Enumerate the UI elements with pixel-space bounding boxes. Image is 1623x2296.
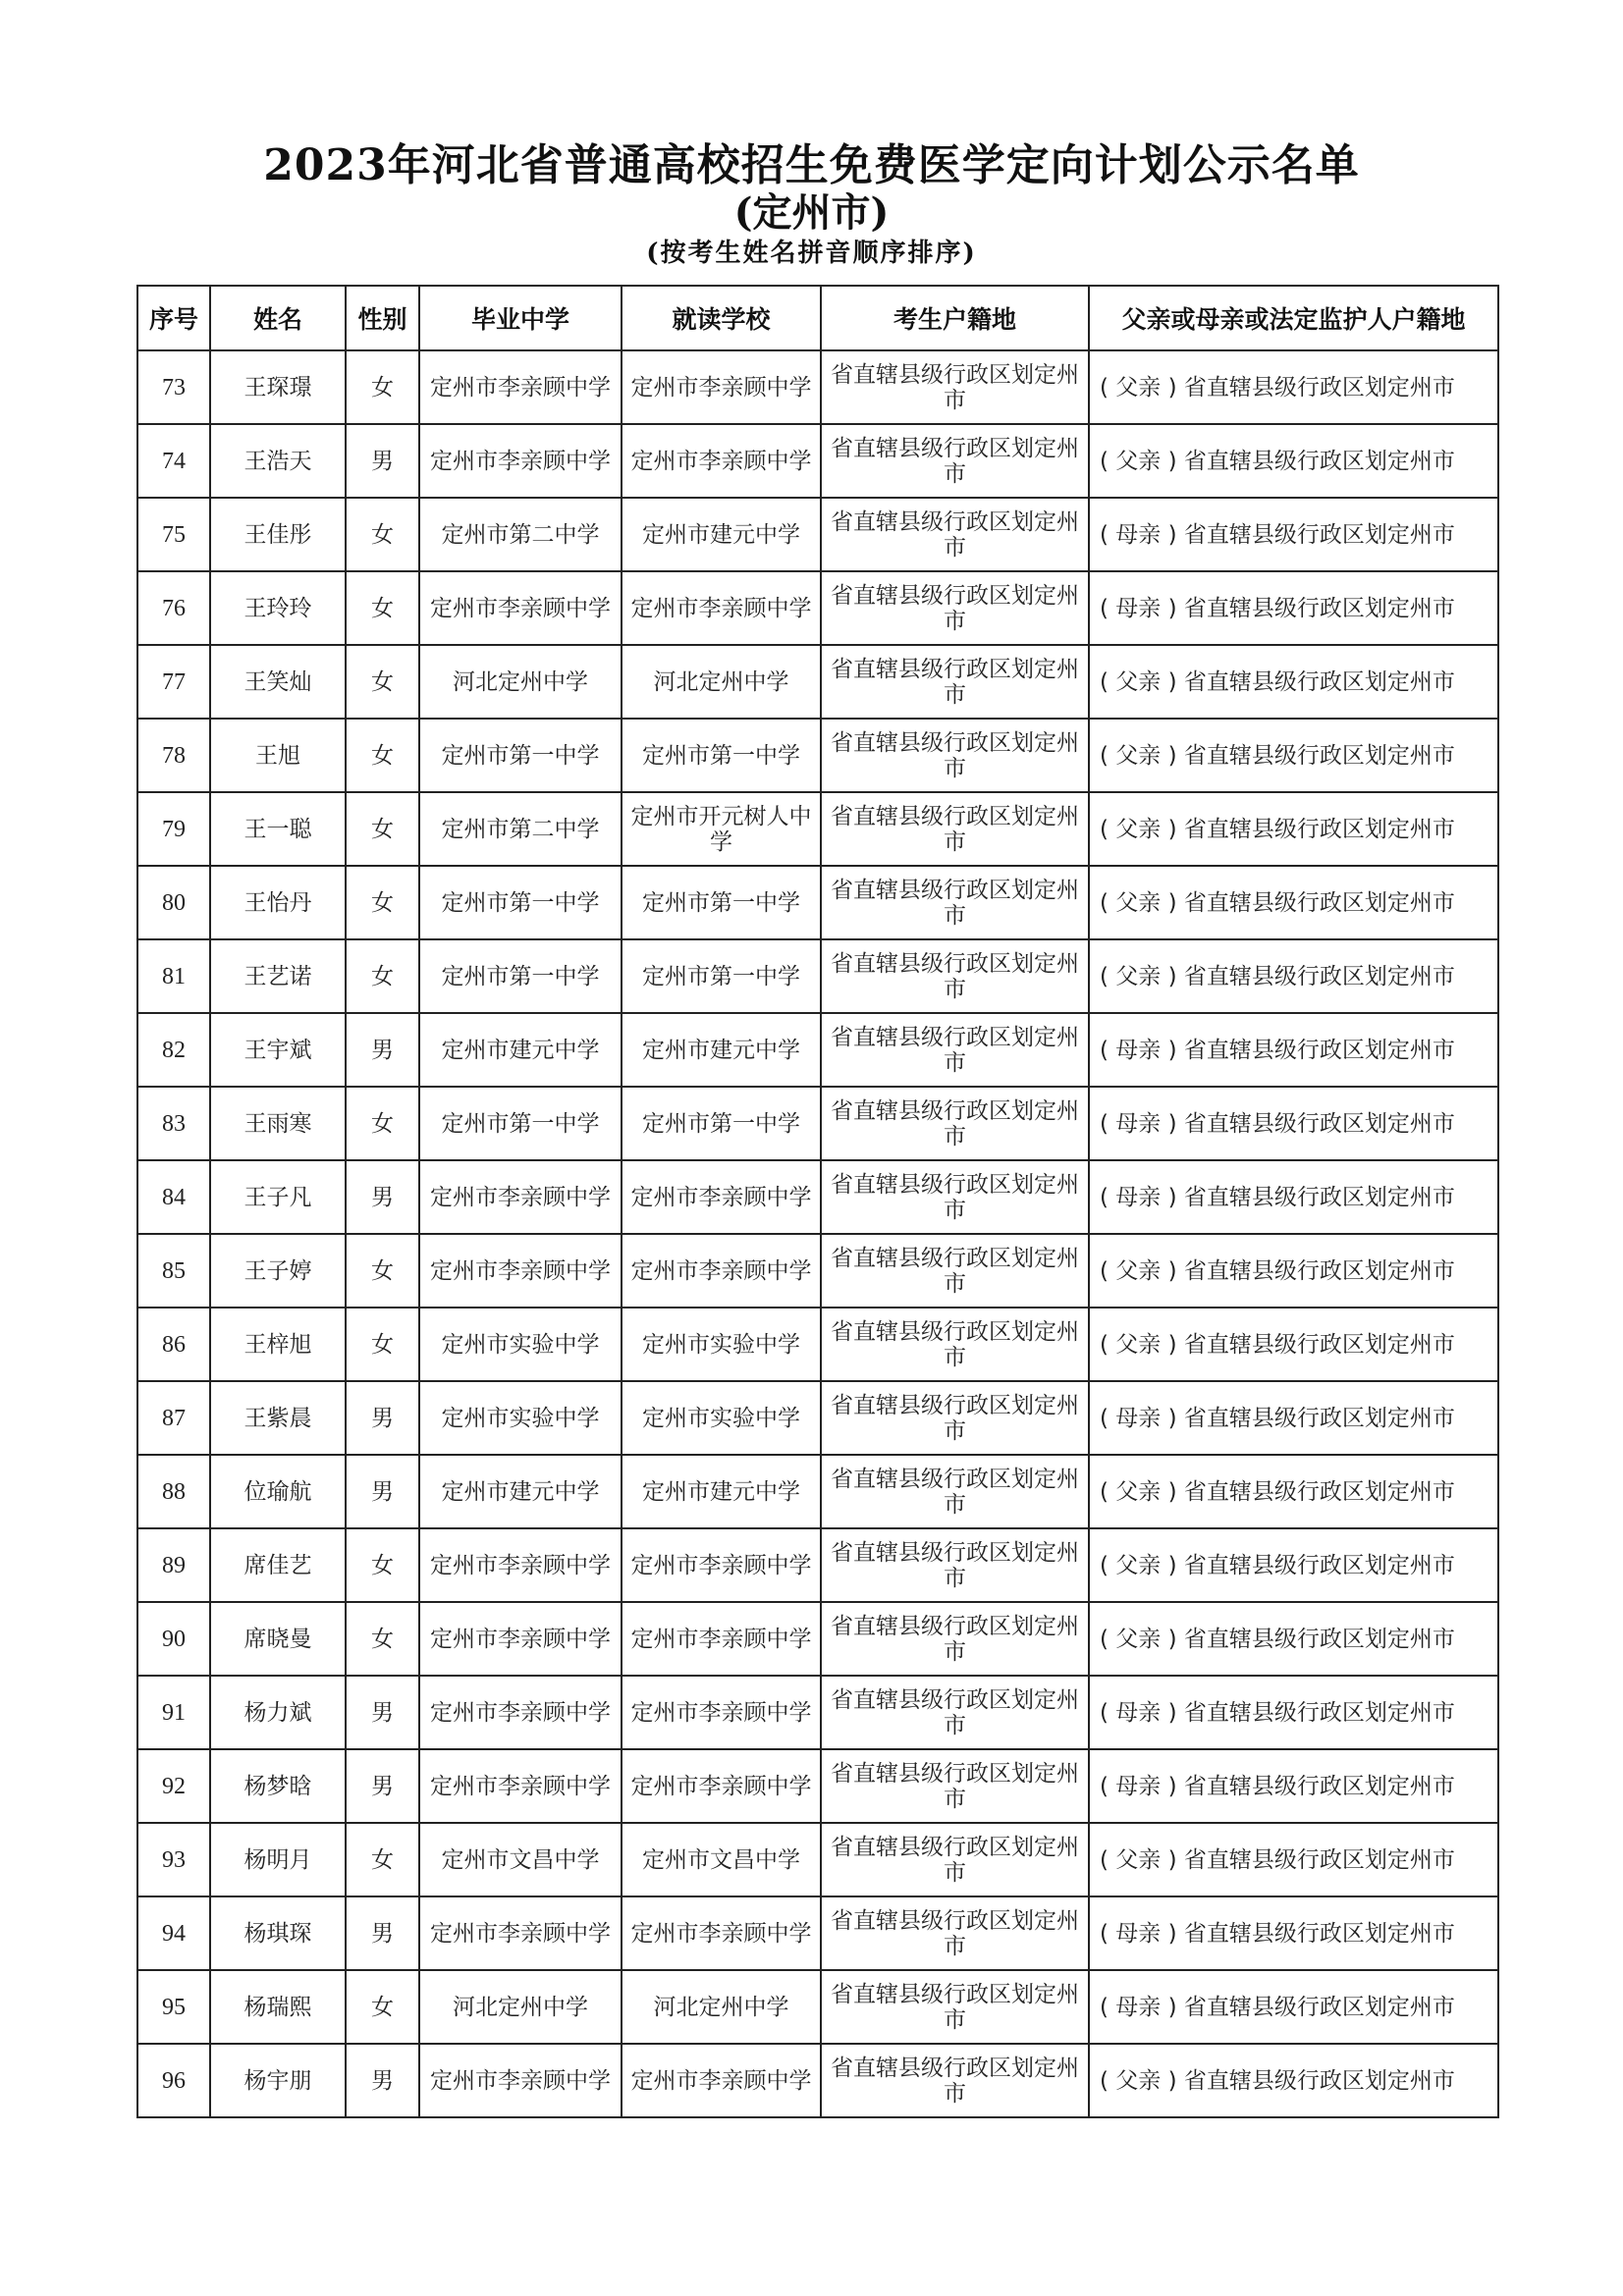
cell-grad-school: 定州市第二中学 [419, 498, 622, 571]
cell-name: 王浩天 [210, 424, 346, 498]
cell-residence: 省直辖县级行政区划定州市 [821, 424, 1089, 498]
cell-name: 王笑灿 [210, 645, 346, 719]
cell-gender: 男 [346, 424, 419, 498]
cell-gender: 女 [346, 645, 419, 719]
table-row [137, 1528, 1498, 1602]
cell-name: 王佳彤 [210, 498, 346, 571]
cell-no: 96 [137, 2044, 210, 2117]
cell-no: 76 [137, 571, 210, 645]
cell-gender: 男 [346, 1455, 419, 1528]
cell-grad-school: 定州市李亲顾中学 [419, 350, 622, 424]
cell-grad-school: 定州市李亲顾中学 [419, 571, 622, 645]
cell-name: 王一聪 [210, 792, 346, 866]
table-row [137, 1381, 1498, 1455]
col-header-no: 序号 [137, 286, 210, 350]
cell-current-school: 河北定州中学 [622, 645, 821, 719]
cell-name: 杨力斌 [210, 1676, 346, 1749]
cell-gender: 女 [346, 939, 419, 1013]
cell-current-school: 河北定州中学 [622, 1970, 821, 2044]
table-row [137, 350, 1498, 424]
cell-gender: 女 [346, 1970, 419, 2044]
table-row [137, 1823, 1498, 1896]
cell-guardian-residence: ( 父亲 ) 省直辖县级行政区划定州市 [1089, 424, 1498, 498]
col-header-guardian-residence: 父亲或母亲或法定监护人户籍地 [1089, 286, 1498, 350]
cell-grad-school: 河北定州中学 [419, 1970, 622, 2044]
cell-gender: 女 [346, 1528, 419, 1602]
cell-residence: 省直辖县级行政区划定州市 [821, 498, 1089, 571]
cell-current-school: 定州市李亲顾中学 [622, 1528, 821, 1602]
cell-name: 杨宇朋 [210, 2044, 346, 2117]
cell-name: 王玲玲 [210, 571, 346, 645]
cell-gender: 女 [346, 1602, 419, 1676]
cell-guardian-residence: ( 父亲 ) 省直辖县级行政区划定州市 [1089, 1234, 1498, 1308]
table-row [137, 1970, 1498, 2044]
cell-residence: 省直辖县级行政区划定州市 [821, 1234, 1089, 1308]
cell-grad-school: 定州市第一中学 [419, 939, 622, 1013]
cell-grad-school: 定州市李亲顾中学 [419, 1896, 622, 1970]
cell-no: 89 [137, 1528, 210, 1602]
cell-current-school: 定州市李亲顾中学 [622, 1749, 821, 1823]
cell-no: 75 [137, 498, 210, 571]
cell-name: 王子凡 [210, 1160, 346, 1234]
cell-guardian-residence: ( 母亲 ) 省直辖县级行政区划定州市 [1089, 1087, 1498, 1160]
cell-residence: 省直辖县级行政区划定州市 [821, 1970, 1089, 2044]
cell-name: 杨瑞熙 [210, 1970, 346, 2044]
cell-guardian-residence: ( 父亲 ) 省直辖县级行政区划定州市 [1089, 1308, 1498, 1381]
cell-name: 王琛璟 [210, 350, 346, 424]
table-row [137, 424, 1498, 498]
cell-grad-school: 定州市李亲顾中学 [419, 1676, 622, 1749]
cell-grad-school: 定州市李亲顾中学 [419, 1528, 622, 1602]
cell-residence: 省直辖县级行政区划定州市 [821, 866, 1089, 939]
cell-no: 74 [137, 424, 210, 498]
cell-residence: 省直辖县级行政区划定州市 [821, 1381, 1089, 1455]
table-row [137, 1160, 1498, 1234]
cell-residence: 省直辖县级行政区划定州市 [821, 939, 1089, 1013]
cell-name: 王梓旭 [210, 1308, 346, 1381]
document-title: 2023年河北省普通高校招生免费医学定向计划公示名单 [263, 140, 1360, 190]
table-row [137, 2044, 1498, 2117]
cell-no: 77 [137, 645, 210, 719]
cell-name: 王雨寒 [210, 1087, 346, 1160]
cell-guardian-residence: ( 母亲 ) 省直辖县级行政区划定州市 [1089, 498, 1498, 571]
cell-gender: 女 [346, 1308, 419, 1381]
cell-residence: 省直辖县级行政区划定州市 [821, 1087, 1089, 1160]
cell-residence: 省直辖县级行政区划定州市 [821, 1676, 1089, 1749]
cell-no: 94 [137, 1896, 210, 1970]
cell-name: 王怡丹 [210, 866, 346, 939]
cell-grad-school: 定州市实验中学 [419, 1308, 622, 1381]
table-row [137, 719, 1498, 792]
cell-current-school: 定州市文昌中学 [622, 1823, 821, 1896]
cell-guardian-residence: ( 父亲 ) 省直辖县级行政区划定州市 [1089, 1528, 1498, 1602]
cell-guardian-residence: ( 父亲 ) 省直辖县级行政区划定州市 [1089, 939, 1498, 1013]
cell-guardian-residence: ( 母亲 ) 省直辖县级行政区划定州市 [1089, 571, 1498, 645]
cell-gender: 男 [346, 1381, 419, 1455]
cell-guardian-residence: ( 母亲 ) 省直辖县级行政区划定州市 [1089, 1970, 1498, 2044]
cell-grad-school: 定州市建元中学 [419, 1013, 622, 1087]
cell-current-school: 定州市建元中学 [622, 498, 821, 571]
table-row [137, 1308, 1498, 1381]
cell-guardian-residence: ( 父亲 ) 省直辖县级行政区划定州市 [1089, 1602, 1498, 1676]
cell-name: 王旭 [210, 719, 346, 792]
cell-guardian-residence: ( 父亲 ) 省直辖县级行政区划定州市 [1089, 1823, 1498, 1896]
cell-grad-school: 定州市建元中学 [419, 1455, 622, 1528]
table-row [137, 1676, 1498, 1749]
cell-name: 杨琪琛 [210, 1896, 346, 1970]
cell-gender: 女 [346, 719, 419, 792]
table-row [137, 1013, 1498, 1087]
cell-no: 79 [137, 792, 210, 866]
cell-guardian-residence: ( 父亲 ) 省直辖县级行政区划定州市 [1089, 719, 1498, 792]
cell-current-school: 定州市开元树人中学 [622, 792, 821, 866]
cell-guardian-residence: ( 父亲 ) 省直辖县级行政区划定州市 [1089, 2044, 1498, 2117]
cell-no: 95 [137, 1970, 210, 2044]
cell-name: 杨明月 [210, 1823, 346, 1896]
cell-guardian-residence: ( 父亲 ) 省直辖县级行政区划定州市 [1089, 645, 1498, 719]
cell-name: 位瑜航 [210, 1455, 346, 1528]
cell-current-school: 定州市李亲顾中学 [622, 1896, 821, 1970]
cell-no: 82 [137, 1013, 210, 1087]
cell-gender: 女 [346, 1087, 419, 1160]
cell-current-school: 定州市李亲顾中学 [622, 350, 821, 424]
cell-name: 王艺诺 [210, 939, 346, 1013]
cell-no: 87 [137, 1381, 210, 1455]
cell-residence: 省直辖县级行政区划定州市 [821, 1528, 1089, 1602]
cell-current-school: 定州市第一中学 [622, 719, 821, 792]
cell-gender: 女 [346, 350, 419, 424]
cell-gender: 女 [346, 498, 419, 571]
cell-gender: 女 [346, 866, 419, 939]
cell-guardian-residence: ( 母亲 ) 省直辖县级行政区划定州市 [1089, 1896, 1498, 1970]
cell-residence: 省直辖县级行政区划定州市 [821, 1749, 1089, 1823]
cell-gender: 女 [346, 792, 419, 866]
cell-name: 席佳艺 [210, 1528, 346, 1602]
table-row [137, 792, 1498, 866]
cell-current-school: 定州市实验中学 [622, 1308, 821, 1381]
cell-current-school: 定州市李亲顾中学 [622, 1160, 821, 1234]
cell-no: 84 [137, 1160, 210, 1234]
cell-guardian-residence: ( 父亲 ) 省直辖县级行政区划定州市 [1089, 350, 1498, 424]
cell-residence: 省直辖县级行政区划定州市 [821, 792, 1089, 866]
cell-no: 80 [137, 866, 210, 939]
cell-name: 王宇斌 [210, 1013, 346, 1087]
cell-gender: 女 [346, 1234, 419, 1308]
cell-guardian-residence: ( 母亲 ) 省直辖县级行政区划定州市 [1089, 1013, 1498, 1087]
cell-current-school: 定州市第一中学 [622, 1087, 821, 1160]
cell-grad-school: 定州市第一中学 [419, 719, 622, 792]
col-header-current-school: 就读学校 [622, 286, 821, 350]
table-row [137, 1749, 1498, 1823]
cell-name: 王子婷 [210, 1234, 346, 1308]
cell-guardian-residence: ( 母亲 ) 省直辖县级行政区划定州市 [1089, 1160, 1498, 1234]
cell-residence: 省直辖县级行政区划定州市 [821, 2044, 1089, 2117]
table-header [137, 286, 1498, 350]
cell-name: 杨梦晗 [210, 1749, 346, 1823]
table-body [137, 350, 1498, 2117]
table-row [137, 645, 1498, 719]
cell-gender: 男 [346, 1749, 419, 1823]
cell-residence: 省直辖县级行政区划定州市 [821, 350, 1089, 424]
col-header-name: 姓名 [210, 286, 346, 350]
table-row [137, 1234, 1498, 1308]
cell-guardian-residence: ( 母亲 ) 省直辖县级行政区划定州市 [1089, 1381, 1498, 1455]
cell-current-school: 定州市建元中学 [622, 1013, 821, 1087]
cell-grad-school: 定州市第一中学 [419, 1087, 622, 1160]
cell-guardian-residence: ( 母亲 ) 省直辖县级行政区划定州市 [1089, 1749, 1498, 1823]
cell-grad-school: 定州市第一中学 [419, 866, 622, 939]
col-header-grad-school: 毕业中学 [419, 286, 622, 350]
cell-gender: 男 [346, 2044, 419, 2117]
cell-no: 78 [137, 719, 210, 792]
cell-no: 91 [137, 1676, 210, 1749]
cell-grad-school: 定州市实验中学 [419, 1381, 622, 1455]
table-row [137, 939, 1498, 1013]
cell-residence: 省直辖县级行政区划定州市 [821, 1308, 1089, 1381]
header-row [137, 286, 1498, 350]
cell-no: 88 [137, 1455, 210, 1528]
cell-grad-school: 定州市李亲顾中学 [419, 1160, 622, 1234]
table-row [137, 866, 1498, 939]
cell-grad-school: 定州市李亲顾中学 [419, 424, 622, 498]
cell-current-school: 定州市李亲顾中学 [622, 1602, 821, 1676]
cell-no: 86 [137, 1308, 210, 1381]
table-row [137, 1896, 1498, 1970]
cell-no: 93 [137, 1823, 210, 1896]
cell-guardian-residence: ( 父亲 ) 省直辖县级行政区划定州市 [1089, 866, 1498, 939]
document-subtitle: (定州市) [733, 189, 890, 236]
cell-residence: 省直辖县级行政区划定州市 [821, 1013, 1089, 1087]
table-row [137, 1455, 1498, 1528]
cell-residence: 省直辖县级行政区划定州市 [821, 1896, 1089, 1970]
cell-residence: 省直辖县级行政区划定州市 [821, 1160, 1089, 1234]
cell-residence: 省直辖县级行政区划定州市 [821, 1602, 1089, 1676]
cell-no: 85 [137, 1234, 210, 1308]
table-row [137, 498, 1498, 571]
cell-gender: 男 [346, 1160, 419, 1234]
cell-gender: 男 [346, 1013, 419, 1087]
cell-no: 83 [137, 1087, 210, 1160]
cell-grad-school: 河北定州中学 [419, 645, 622, 719]
table-row [137, 1602, 1498, 1676]
cell-residence: 省直辖县级行政区划定州市 [821, 1455, 1089, 1528]
cell-residence: 省直辖县级行政区划定州市 [821, 571, 1089, 645]
cell-guardian-residence: ( 父亲 ) 省直辖县级行政区划定州市 [1089, 1455, 1498, 1528]
cell-gender: 男 [346, 1896, 419, 1970]
cell-residence: 省直辖县级行政区划定州市 [821, 645, 1089, 719]
cell-residence: 省直辖县级行政区划定州市 [821, 1823, 1089, 1896]
cell-guardian-residence: ( 母亲 ) 省直辖县级行政区划定州市 [1089, 1676, 1498, 1749]
col-header-residence: 考生户籍地 [821, 286, 1089, 350]
cell-current-school: 定州市李亲顾中学 [622, 1676, 821, 1749]
cell-no: 92 [137, 1749, 210, 1823]
roster-table [136, 285, 1499, 2118]
sort-note: (按考生姓名拼音顺序排序) [646, 239, 977, 268]
cell-guardian-residence: ( 父亲 ) 省直辖县级行政区划定州市 [1089, 792, 1498, 866]
cell-grad-school: 定州市文昌中学 [419, 1823, 622, 1896]
cell-no: 81 [137, 939, 210, 1013]
cell-grad-school: 定州市李亲顾中学 [419, 1234, 622, 1308]
cell-name: 王紫晨 [210, 1381, 346, 1455]
cell-current-school: 定州市第一中学 [622, 939, 821, 1013]
cell-gender: 男 [346, 1676, 419, 1749]
cell-grad-school: 定州市李亲顾中学 [419, 1749, 622, 1823]
table-row [137, 1087, 1498, 1160]
cell-gender: 女 [346, 571, 419, 645]
cell-current-school: 定州市李亲顾中学 [622, 2044, 821, 2117]
cell-current-school: 定州市李亲顾中学 [622, 424, 821, 498]
cell-grad-school: 定州市第二中学 [419, 792, 622, 866]
table-row [137, 571, 1498, 645]
cell-no: 73 [137, 350, 210, 424]
cell-current-school: 定州市建元中学 [622, 1455, 821, 1528]
cell-current-school: 定州市实验中学 [622, 1381, 821, 1455]
cell-gender: 女 [346, 1823, 419, 1896]
cell-grad-school: 定州市李亲顾中学 [419, 2044, 622, 2117]
cell-current-school: 定州市李亲顾中学 [622, 571, 821, 645]
cell-residence: 省直辖县级行政区划定州市 [821, 719, 1089, 792]
cell-no: 90 [137, 1602, 210, 1676]
cell-current-school: 定州市第一中学 [622, 866, 821, 939]
cell-name: 席晓曼 [210, 1602, 346, 1676]
cell-current-school: 定州市李亲顾中学 [622, 1234, 821, 1308]
col-header-gender: 性别 [346, 286, 419, 350]
cell-grad-school: 定州市李亲顾中学 [419, 1602, 622, 1676]
